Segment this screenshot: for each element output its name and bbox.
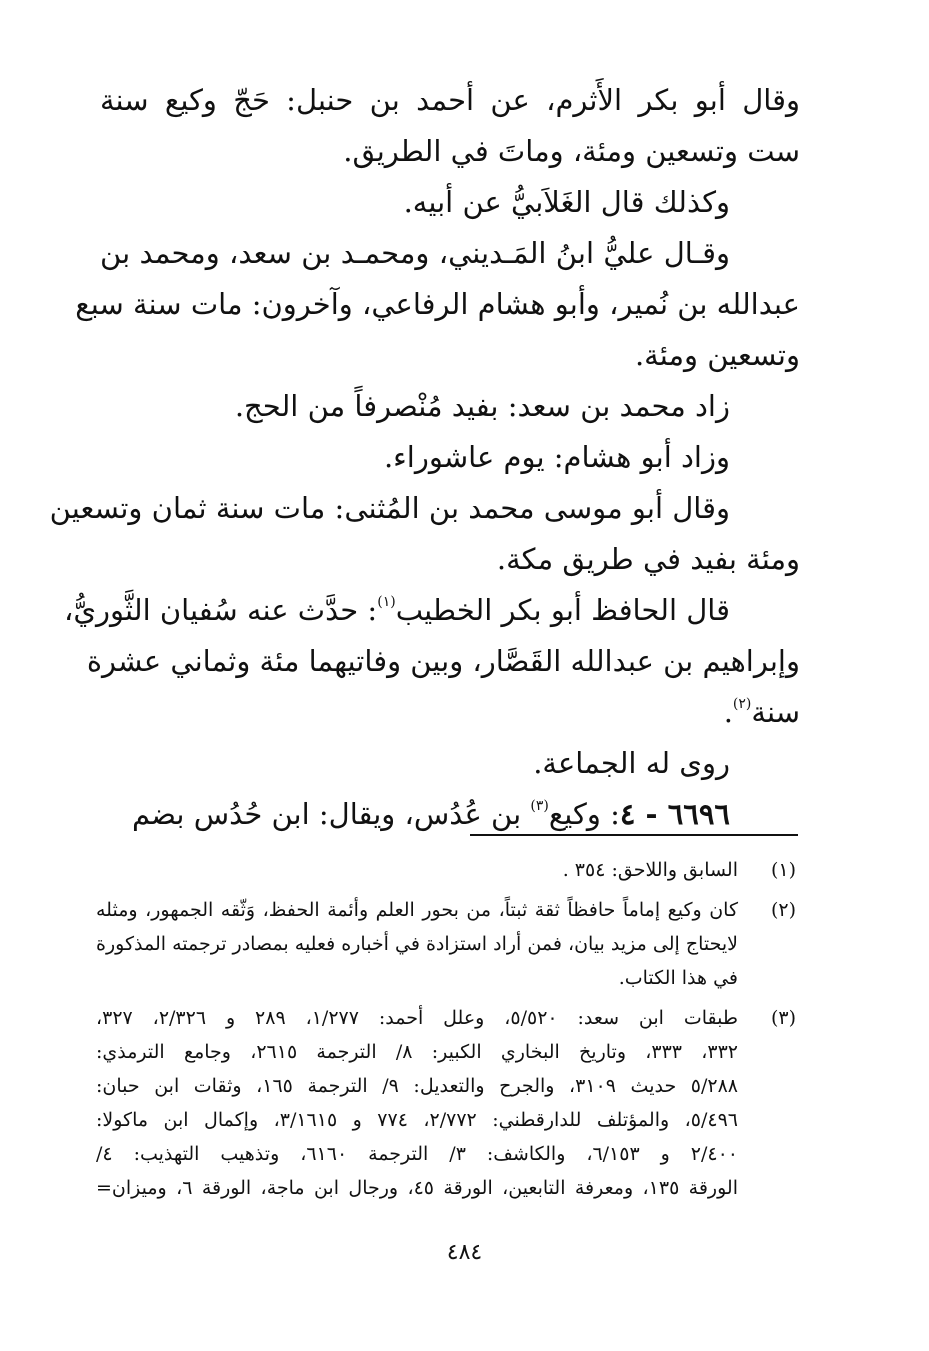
text-segment: . xyxy=(723,695,733,729)
footnote-ref-2: (٢) xyxy=(732,696,752,712)
text-line: وزاد أبو هشام: يوم عاشوراء. xyxy=(383,440,730,474)
footnote-line: ٥/٤٩٦، والمؤتلف للدارقطني: ٢/٧٧٢، ٧٧٤ و ٣/١٦١٥، وإكمال ابن ماكولا: xyxy=(96,1109,738,1131)
text-line xyxy=(63,585,800,636)
footnote-line: السابق واللاحق: ٣٥٤ . xyxy=(562,859,738,881)
footnote-line: كان وكيع إماماً حافظاً ثقة ثبتاً، من بحور العلم وأئمة الحفظ، وَثّقه الجمهور، ومثله xyxy=(96,899,738,921)
footnote-number: (٢) xyxy=(770,899,796,921)
footnote-3 xyxy=(96,1001,796,1205)
text-segment: : حدَّث عنه سُفيان الثَّوريُّ، xyxy=(63,593,378,627)
text-line: وإبراهيم بن عبدالله القَصَّار، وبين وفاتيهما مئة وثماني عشرة xyxy=(86,644,800,678)
footnote-line: ٣٣٢، ٣٣٣، وتاريخ البخاري الكبير: ٨/ الترجمة ٢٦١٥، وجامع الترمذي: xyxy=(96,1041,738,1063)
text-line: عبدالله بن نُمير، وأبو هشام الرفاعي، وآخرون: مات سنة سبع xyxy=(75,287,800,321)
text-line: وقال أبو بكر الأَثرم، عن أحمد بن حنبل: حَجّ وكيع سنة xyxy=(100,83,800,117)
text-line: ومئة بفيد في طريق مكة. xyxy=(496,542,800,576)
text-line: وقال أبو موسى محمد بن المُثنى: مات سنة ثمان وتسعين xyxy=(49,491,730,525)
footnote-line: في هذا الكتاب. xyxy=(618,967,738,989)
text-line: وكذلك قال الغَلاَبيُّ عن أبيه. xyxy=(403,185,730,219)
footnote-line: طبقات ابن سعد: ٥/٥٢٠، وعلل أحمد: ١/٢٧٧، ٢٨٩ و ٢/٣٢٦، ٣٢٧، xyxy=(96,1007,738,1029)
footnote-2 xyxy=(96,893,796,995)
footnote-ref-1: (١) xyxy=(377,594,396,610)
text-line xyxy=(100,687,800,738)
footnote-1 xyxy=(96,853,796,887)
footnote-line: لايحتاج إلى مزيد بيان، فمن أراد استزادة في أخباره فعليه بمصادر ترجمته المذكورة xyxy=(96,933,738,955)
text-segment: : وكيع xyxy=(548,797,620,831)
footnote-number: (١) xyxy=(770,859,796,881)
page-number: ٤٨٤ xyxy=(446,1240,483,1265)
text-line: روى له الجماعة. xyxy=(533,746,730,780)
footnote-line: ٢/٤٠٠ و ٦/١٥٣، والكاشف: ٣/ الترجمة ٦١٦٠، وتذهيب التهذيب: ٤/ xyxy=(96,1143,738,1165)
entry-number: ٦٦٩٦ - ٤ xyxy=(619,797,730,831)
footnote-line: الورقة ١٣٥، ومعرفة التابعين، الورقة ٤٥، ورجال ابن ماجة، الورقة ٦، وميزان= xyxy=(96,1177,738,1199)
text-line: وتسعين ومئة. xyxy=(634,338,800,372)
footnote-number: (٣) xyxy=(770,1007,796,1029)
text-segment: قال الحافظ أبو بكر الخطيب xyxy=(395,593,730,627)
text-line: زاد محمد بن سعد: بفيد مُنْصرفاً من الحج. xyxy=(234,389,730,423)
footnotes xyxy=(96,853,796,1211)
footnote-ref-3: (٣) xyxy=(530,798,549,814)
entry-line xyxy=(100,789,800,840)
text-line: وقـال عليُّ ابنُ المَـديني، ومحمـد بن سعد، ومحمد بن xyxy=(100,236,730,270)
text-segment: سنة xyxy=(751,695,800,729)
text-segment: بن عُدُس، ويقال: ابن حُدُس بضم xyxy=(131,797,531,831)
text-line: ست وتسعين ومئة، وماتَ في الطريق. xyxy=(343,134,800,168)
main-text xyxy=(49,75,800,840)
footnote-separator xyxy=(470,834,798,836)
footnote-line: ٥/٢٨٨ حديث ٣١٠٩، والجرح والتعديل: ٩/ الترجمة ١٦٥، وثقات ابن حبان: xyxy=(96,1075,739,1097)
